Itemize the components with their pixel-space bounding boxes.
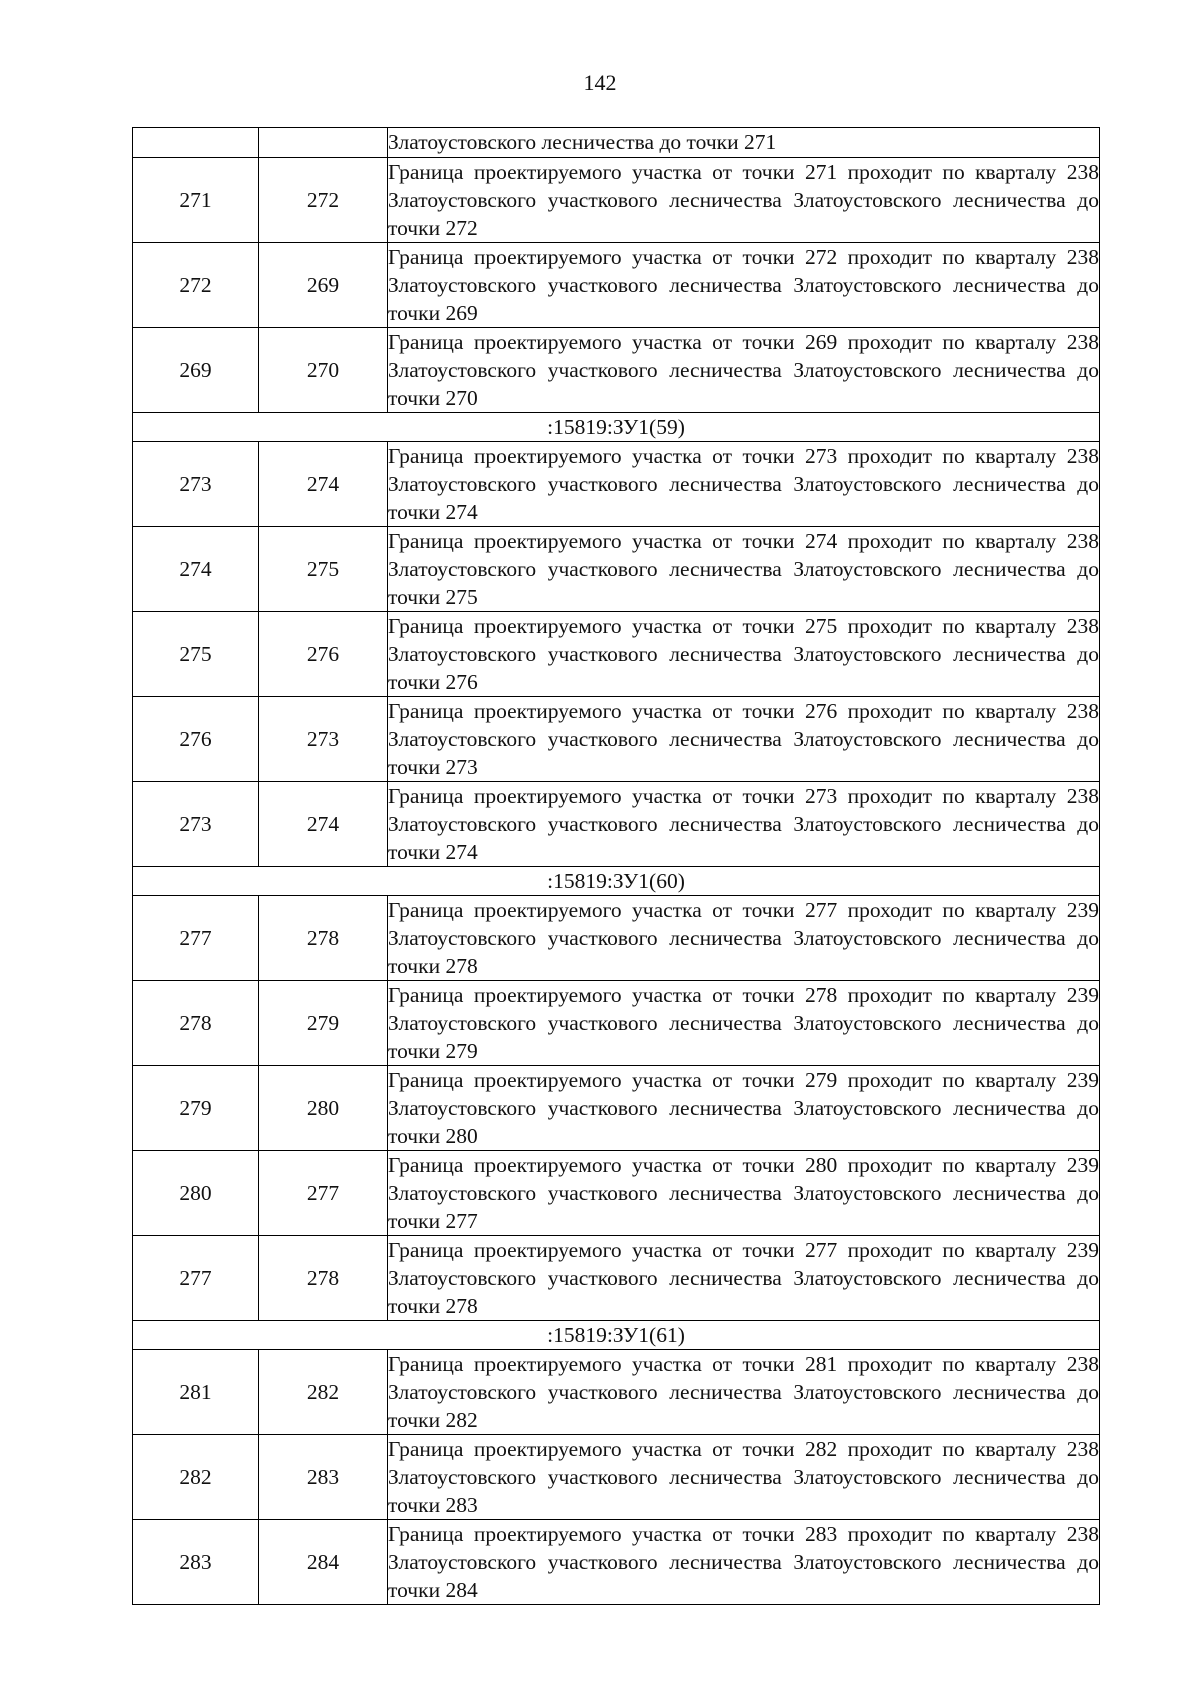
boundary-description-cell: Граница проектируемого участка от точки 283 проходит по кварталу 238 Златоустовского участкового лесничества Златоустовского лесничества до точки 284 <box>388 1520 1100 1605</box>
point-from-cell: 277 <box>133 1236 259 1321</box>
point-from-cell: 273 <box>133 442 259 527</box>
table-row <box>133 1435 1100 1520</box>
point-to-cell: 278 <box>259 896 388 981</box>
table-row <box>133 896 1100 981</box>
empty-cell <box>259 128 388 158</box>
point-to-cell: 275 <box>259 527 388 612</box>
table-row <box>133 1151 1100 1236</box>
point-to-cell: 274 <box>259 782 388 867</box>
table-row <box>133 243 1100 328</box>
boundary-description-cell: Граница проектируемого участка от точки 275 проходит по кварталу 238 Златоустовского участкового лесничества Златоустовского лесничества до точки 276 <box>388 612 1100 697</box>
boundary-description-cell: Граница проектируемого участка от точки 279 проходит по кварталу 239 Златоустовского участкового лесничества Златоустовского лесничества до точки 280 <box>388 1066 1100 1151</box>
point-from-cell: 277 <box>133 896 259 981</box>
point-to-cell: 273 <box>259 697 388 782</box>
boundary-description-cell: Граница проектируемого участка от точки 281 проходит по кварталу 238 Златоустовского участкового лесничества Златоустовского лесничества до точки 282 <box>388 1350 1100 1435</box>
table-row <box>133 612 1100 697</box>
section-label: :15819:ЗУ1(61) <box>133 1321 1100 1350</box>
point-to-cell: 280 <box>259 1066 388 1151</box>
point-to-cell: 284 <box>259 1520 388 1605</box>
point-to-cell: 277 <box>259 1151 388 1236</box>
continuation-row <box>133 128 1100 158</box>
table-row <box>133 981 1100 1066</box>
empty-cell <box>133 128 259 158</box>
point-to-cell: 282 <box>259 1350 388 1435</box>
table-row <box>133 1066 1100 1151</box>
table-row <box>133 782 1100 867</box>
point-to-cell: 270 <box>259 328 388 413</box>
boundary-description-cell: Граница проектируемого участка от точки 277 проходит по кварталу 239 Златоустовского участкового лесничества Златоустовского лесничества до точки 278 <box>388 896 1100 981</box>
boundary-description-cell: Граница проектируемого участка от точки 276 проходит по кварталу 238 Златоустовского участкового лесничества Златоустовского лесничества до точки 273 <box>388 697 1100 782</box>
point-from-cell: 276 <box>133 697 259 782</box>
boundary-table <box>132 127 1100 1605</box>
point-to-cell: 278 <box>259 1236 388 1321</box>
point-from-cell: 279 <box>133 1066 259 1151</box>
section-label: :15819:ЗУ1(59) <box>133 413 1100 442</box>
boundary-description-cell: Граница проектируемого участка от точки 269 проходит по кварталу 238 Златоустовского участкового лесничества Златоустовского лесничества до точки 270 <box>388 328 1100 413</box>
table-row <box>133 328 1100 413</box>
boundary-description-cell: Граница проектируемого участка от точки 272 проходит по кварталу 238 Златоустовского участкового лесничества Златоустовского лесничества до точки 269 <box>388 243 1100 328</box>
point-from-cell: 280 <box>133 1151 259 1236</box>
boundary-description-cell: Граница проектируемого участка от точки 273 проходит по кварталу 238 Златоустовского участкового лесничества Златоустовского лесничества до точки 274 <box>388 782 1100 867</box>
point-to-cell: 276 <box>259 612 388 697</box>
point-from-cell: 272 <box>133 243 259 328</box>
table-row <box>133 1236 1100 1321</box>
table-row <box>133 1350 1100 1435</box>
point-from-cell: 278 <box>133 981 259 1066</box>
boundary-description-cell: Граница проектируемого участка от точки 271 проходит по кварталу 238 Златоустовского участкового лесничества Златоустовского лесничества до точки 272 <box>388 158 1100 243</box>
section-header-row <box>133 1321 1100 1350</box>
point-to-cell: 279 <box>259 981 388 1066</box>
point-from-cell: 275 <box>133 612 259 697</box>
page-number: 142 <box>583 70 617 95</box>
point-to-cell: 283 <box>259 1435 388 1520</box>
boundary-description-cell: Граница проектируемого участка от точки 274 проходит по кварталу 238 Златоустовского участкового лесничества Златоустовского лесничества до точки 275 <box>388 527 1100 612</box>
section-label: :15819:ЗУ1(60) <box>133 867 1100 896</box>
point-from-cell: 269 <box>133 328 259 413</box>
section-header-row <box>133 413 1100 442</box>
boundary-description-cell: Граница проектируемого участка от точки 282 проходит по кварталу 238 Златоустовского участкового лесничества Златоустовского лесничества до точки 283 <box>388 1435 1100 1520</box>
boundary-table-body <box>133 128 1100 1605</box>
point-from-cell: 271 <box>133 158 259 243</box>
section-header-row <box>133 867 1100 896</box>
continuation-text: Златоустовского лесничества до точки 271 <box>388 128 1100 158</box>
point-to-cell: 274 <box>259 442 388 527</box>
boundary-description-cell: Граница проектируемого участка от точки 273 проходит по кварталу 238 Златоустовского участкового лесничества Златоустовского лесничества до точки 274 <box>388 442 1100 527</box>
table-row <box>133 527 1100 612</box>
boundary-description-cell: Граница проектируемого участка от точки 280 проходит по кварталу 239 Златоустовского участкового лесничества Златоустовского лесничества до точки 277 <box>388 1151 1100 1236</box>
point-from-cell: 274 <box>133 527 259 612</box>
point-to-cell: 272 <box>259 158 388 243</box>
point-from-cell: 283 <box>133 1520 259 1605</box>
boundary-description-cell: Граница проектируемого участка от точки 277 проходит по кварталу 239 Златоустовского участкового лесничества Златоустовского лесничества до точки 278 <box>388 1236 1100 1321</box>
table-row <box>133 442 1100 527</box>
point-to-cell: 269 <box>259 243 388 328</box>
point-from-cell: 281 <box>133 1350 259 1435</box>
point-from-cell: 282 <box>133 1435 259 1520</box>
point-from-cell: 273 <box>133 782 259 867</box>
table-row <box>133 158 1100 243</box>
table-row <box>133 1520 1100 1605</box>
boundary-description-cell: Граница проектируемого участка от точки 278 проходит по кварталу 239 Златоустовского участкового лесничества Златоустовского лесничества до точки 279 <box>388 981 1100 1066</box>
table-row <box>133 697 1100 782</box>
